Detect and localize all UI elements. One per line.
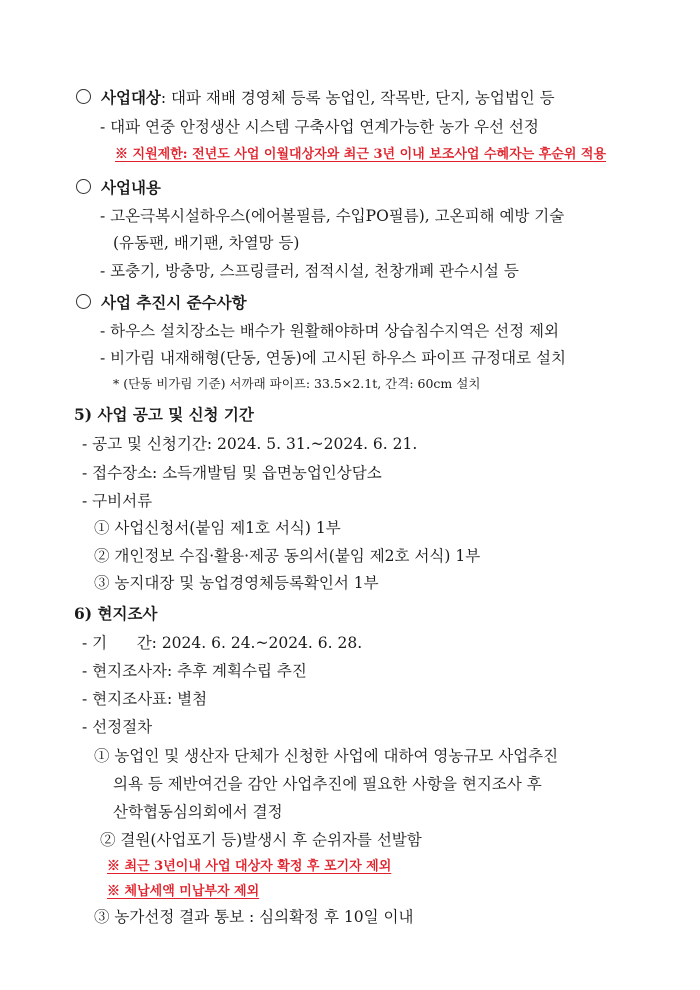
target-heading	[76, 88, 555, 108]
circle-bullet-icon	[76, 294, 91, 309]
procedure-step3: ③ 농가선정 결과 통보 : 심의확정 후 10일 이내	[94, 908, 414, 926]
compliance-heading	[76, 293, 247, 313]
procedure-step2: ② 결원(사업포기 등)발생시 후 순위자를 선발함	[100, 831, 422, 849]
doc-item: ② 개인정보 수집·활용·제공 동의서(붙임 제2호 서식) 1부	[94, 547, 481, 565]
survey-title: 6) 현지조사	[74, 604, 158, 623]
compliance-note: * (단동 비가림 기준) 서까래 파이프: 33.5×2.1t, 간격: 60cm 설치	[113, 376, 481, 391]
content-title: 사업내용	[101, 178, 161, 197]
compliance-sub2: - 비가림 내재해형(단동, 연동)에 고시된 하우스 파이프 규정대로 설치	[100, 349, 566, 367]
circle-bullet-icon	[76, 89, 91, 104]
procedure-step1-cont: 의욕 등 제반여건을 감안 사업추진에 필요한 사항을 현지조사 후	[113, 775, 542, 793]
content-sub2: - 포충기, 방충망, 스프링클러, 점적시설, 천창개폐 관수시설 등	[100, 262, 519, 280]
survey-procedure-title: - 선정절차	[82, 718, 153, 736]
warning-note-2: ※ 체납세액 미납부자 제외	[107, 884, 260, 899]
announce-title: 5) 사업 공고 및 신청 기간	[74, 405, 254, 424]
target-title: 사업대상	[101, 88, 161, 107]
announce-period: - 공고 및 신청기간: 2024. 5. 31.~2024. 6. 21.	[82, 435, 418, 453]
procedure-step1: ① 농업인 및 생산자 단체가 신청한 사업에 대하여 영농규모 사업추진	[94, 747, 559, 765]
procedure-step1-cont2: 산학협동심의회에서 결정	[113, 803, 283, 821]
doc-item: ③ 농지대장 및 농업경영체등록확인서 1부	[94, 574, 379, 592]
circle-bullet-icon	[76, 179, 91, 194]
announce-place: - 접수장소: 소득개발팀 및 읍면농업인상담소	[82, 464, 382, 482]
announce-docs-title: - 구비서류	[82, 492, 153, 510]
doc-item: ① 사업신청서(붙임 제1호 서식) 1부	[94, 519, 341, 537]
content-sub1-cont: (유동팬, 배기팬, 차열망 등)	[113, 234, 300, 252]
target-warning-note: ※ 지원제한: 전년도 사업 이월대상자와 최근 3년 이내 보조사업 수혜자는 후순위 적용	[115, 147, 607, 162]
survey-surveyor: - 현지조사자: 추후 계획수립 추진	[82, 662, 307, 680]
compliance-title: 사업 추진시 준수사항	[101, 293, 247, 312]
target-sub1: - 대파 연중 안정생산 시스템 구축사업 연계가능한 농가 우선 선정	[100, 118, 539, 136]
survey-period: - 기 간: 2024. 6. 24.~2024. 6. 28.	[82, 634, 363, 652]
content-heading	[76, 178, 161, 198]
content-sub1: - 고온극복시설하우스(에어볼필름, 수입PO필름), 고온피해 예방 기술	[100, 207, 565, 225]
compliance-sub1: - 하우스 설치장소는 배수가 원활해야하며 상습침수지역은 선정 제외	[100, 322, 559, 340]
warning-note-1: ※ 최근 3년이내 사업 대상자 확정 후 포기자 제외	[107, 859, 392, 874]
survey-form: - 현지조사표: 별첨	[82, 690, 208, 708]
target-desc: : 대파 재배 경영체 등록 농업인, 작목반, 단지, 농업법인 등	[160, 89, 555, 107]
